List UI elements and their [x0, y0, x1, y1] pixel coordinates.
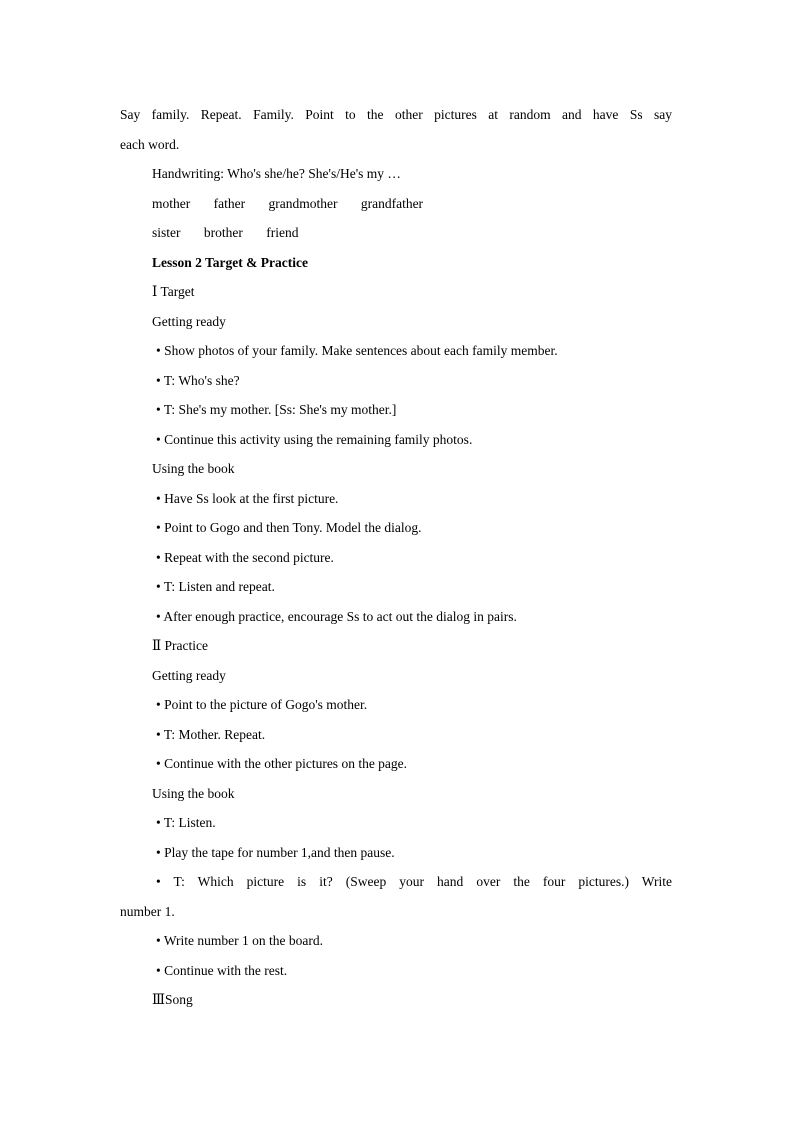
bullet-item: • Point to Gogo and then Tony. Model the dialog. — [156, 520, 422, 535]
document-body — [120, 100, 672, 1015]
word-item: grandfather — [360, 195, 424, 211]
subsection-heading: Getting ready — [152, 313, 226, 329]
lesson-heading: Lesson 2 Target & Practice — [152, 254, 308, 270]
word-item: sister — [152, 225, 181, 240]
bullet-item: • T: Listen and repeat. — [156, 579, 275, 594]
subsection-heading: Getting ready — [152, 667, 226, 683]
bullet-item: • After enough practice, encourage Ss to act out the dialog in pairs. — [156, 608, 517, 624]
bullet-item: • Continue with the other pictures on the page. — [156, 756, 408, 771]
bullet-item: • Continue with the rest. — [156, 962, 288, 978]
bullet-item: • T: She's my mother. [Ss: She's my mother.] — [156, 402, 397, 417]
handwriting-line: Handwriting: Who's she/he? She's/He's my … — [152, 166, 401, 181]
bullet-item: • T: Which picture is it? (Sweep your hand over the four pictures.) Write — [156, 874, 672, 889]
word-list-row — [120, 189, 672, 219]
paragraph-line: Say family. Repeat. Family. Point to the other pictures at random and have Ss say — [120, 107, 672, 122]
subsection-heading: Using the book — [152, 785, 235, 801]
bullet-item: • Repeat with the second picture. — [156, 549, 334, 565]
bullet-item: • T: Mother. Repeat. — [156, 726, 266, 742]
bullet-item: • Point to the picture of Gogo's mother. — [156, 697, 368, 712]
subsection-heading: Using the book — [152, 461, 235, 476]
word-item: brother — [203, 225, 243, 240]
paragraph-line: each word. — [120, 136, 180, 152]
section-heading: Ⅰ Target — [152, 284, 195, 299]
bullet-item: • T: Listen. — [156, 815, 216, 830]
bullet-item: • Play the tape for number 1,and then pause. — [156, 844, 395, 860]
bullet-item: • Continue this activity using the remaining family photos. — [156, 431, 473, 447]
word-item: grandmother — [268, 195, 338, 211]
word-list-row — [120, 218, 672, 248]
section-heading: Ⅱ Practice — [152, 638, 209, 653]
bullet-item: • Show photos of your family. Make sentences about each family member. — [156, 343, 558, 358]
word-item: mother — [152, 195, 191, 211]
section-heading: ⅢSong — [152, 992, 193, 1007]
word-item: friend — [266, 225, 299, 240]
bullet-item: • T: Who's she? — [156, 372, 240, 388]
bullet-item: • Write number 1 on the board. — [156, 933, 324, 948]
paragraph-line: number 1. — [120, 903, 175, 919]
word-item: father — [213, 195, 246, 211]
bullet-item: • Have Ss look at the first picture. — [156, 490, 339, 506]
